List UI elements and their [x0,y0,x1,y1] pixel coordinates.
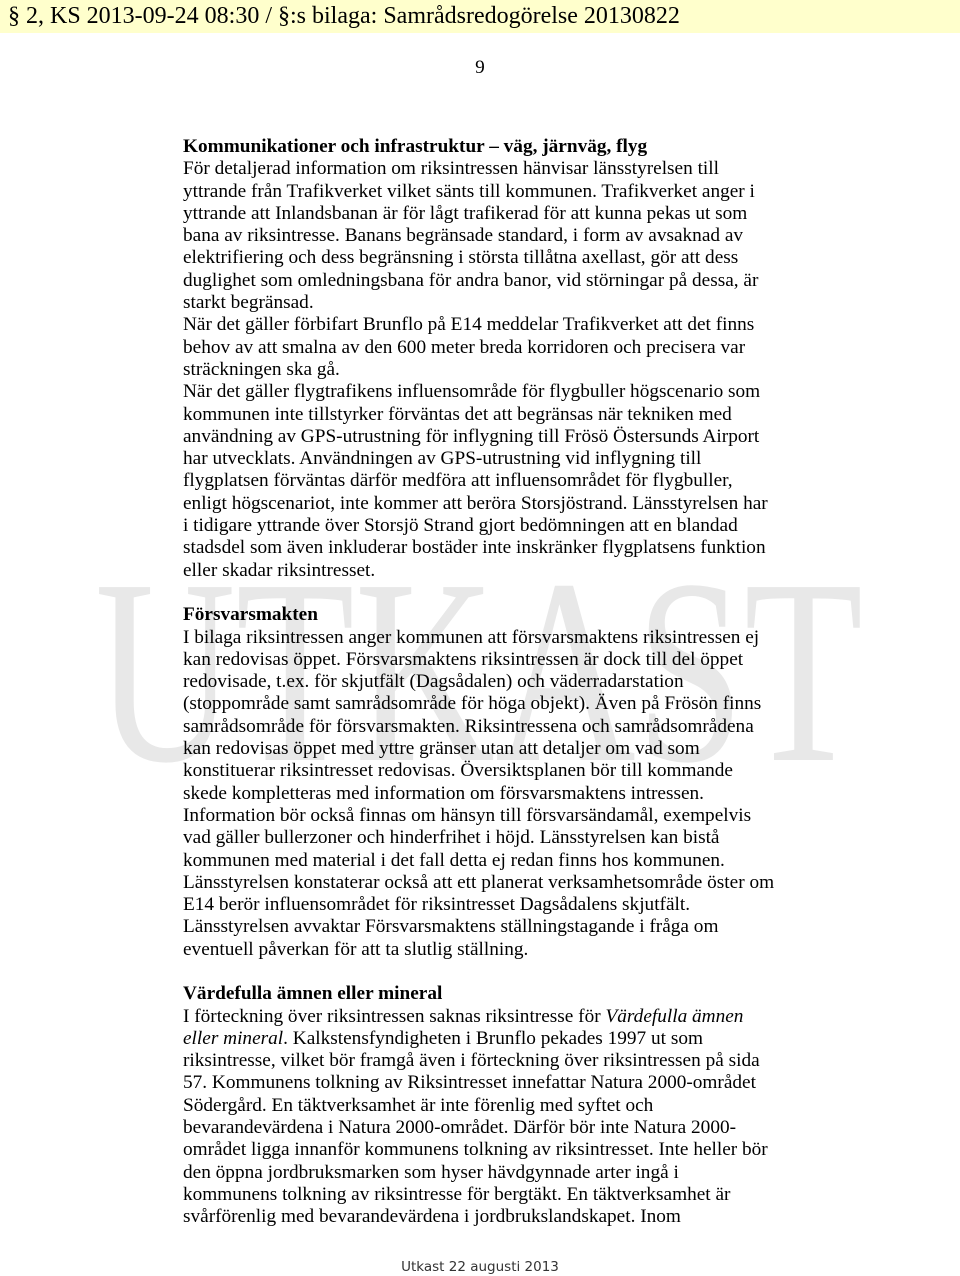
section-communications [183,136,823,582]
header-banner-text: § 2, KS 2013-09-24 08:30 / §:s bilaga: Samrådsredogörelse 20130822 [8,3,680,29]
text-line: När det gäller förbifart Brunflo på E14 meddelar Trafikverket att det finns [183,314,755,336]
text-line: kommunens tolkning av riksintresse för bergtäkt. En täktverksamhet är [183,1183,731,1205]
footer-draft-date: Utkast 22 augusti 2013 [401,1259,559,1275]
text-line: eventuell påverkan för att ta slutlig ställning. [183,938,529,960]
text-line: redovisade, t.ex. för skjutfält (Dagsådalen) och väderradarstation [183,671,684,693]
text-line [183,1028,823,1050]
header-banner [0,0,960,33]
text-line: Länsstyrelsen konstaterar också att ett planerat verksamhetsområde öster om [183,871,775,893]
section-defence [183,604,823,961]
text-line: svårförenlig med bevarandevärdena i jordbrukslandskapet. Inom [183,1206,681,1228]
text-line: starkt begränsad. [183,292,314,314]
text-line: bevarandevärdena i Natura 2000-området. Därför bör inte Natura 2000- [183,1117,737,1139]
text-line: sträckningen ska gå. [183,358,340,380]
section-heading: Värdefulla ämnen eller mineral [183,983,443,1005]
text-line: duglighet som omledningsbana för andra banor, vid störningar på dessa, är [183,269,759,291]
text-line: Länsstyrelsen avvaktar Försvarsmaktens ställningstagande i fråga om [183,916,719,938]
text-line: kommunen inte tillstyrker förväntas det att begränsas när tekniken med [183,403,732,425]
text-line: När det gäller flygtrafikens influensområde för flygbuller högscenario som [183,381,761,403]
italic-text: eller mineral [183,1027,284,1049]
text-line: 57. Kommunens tolkning av Riksintresset innefattar Natura 2000-området [183,1072,756,1094]
text-line: samrådsområde för försvarsmakten. Riksintressena och samrådsområdena [183,715,754,737]
text-line: riksintresse, vilket bör framgå även i förteckning över riksintressen på sida [183,1050,760,1072]
text-line: skede kompletteras med information om försvarsmaktens intressen. [183,782,704,804]
italic-text: Värdefulla ämnen [605,1005,744,1027]
text-line: yttrande från Trafikverket vilket sänts till kommunen. Trafikverket anger i [183,180,755,202]
document-body [183,136,823,1229]
text-line: E14 berör influensområdet för riksintresset Dagsådalens skjutfält. [183,894,691,916]
text-line: den öppna jordbruksmarken som hyser hävdgynnade arter ingå i [183,1161,679,1183]
text-line: området ligga innanför kommunens tolkning av riksintresset. Inte heller bör [183,1139,768,1161]
text-line: kan redovisas öppet. Försvarsmaktens riksintressen är dock till del öppet [183,648,744,670]
text-line: Södergård. En täktverksamhet är inte förenlig med syftet och [183,1094,654,1116]
page-number: 9 [475,57,485,78]
text-segment: I förteckning över riksintressen saknas riksintresse för [183,1005,606,1027]
text-line: I bilaga riksintressen anger kommunen att försvarsmaktens riksintressen ej [183,626,760,648]
text-line: För detaljerad information om riksintressen hänvisar länsstyrelsen till [183,158,720,180]
text-line: eller skadar riksintresset. [183,559,376,581]
text-line: behov av att smalna av den 600 meter breda korridoren och precisera var [183,336,746,358]
section-heading: Kommunikationer och infrastruktur – väg, järnväg, flyg [183,136,648,157]
text-line: har utvecklats. Användningen av GPS-utrustning vid inflygning till [183,448,702,470]
text-line: i tidigare yttrande över Storsjö Strand gjort bedömningen att en blandad [183,515,738,537]
text-line: stadsdel som även inkluderar bostäder inte inskränker flygplatsens funktion [183,537,766,559]
watermark-text: UTKAST [95,526,863,818]
text-line: elektrifiering och dess begränsning i största tillåtna axellast, gör att dess [183,247,739,269]
section-heading: Försvarsmakten [183,604,318,626]
text-line: konstituerar riksintresset redovisas. Översiktsplanen bör till kommande [183,760,733,782]
section-minerals [183,983,823,1228]
text-line: användning av GPS-utrustning för inflygning till Frösö Östersunds Airport [183,425,760,447]
text-segment: . Kalkstensfyndigheten i Brunflo pekades 1997 ut som [283,1027,703,1049]
text-line: enligt högscenariot, inte kommer att beröra Storsjöstrand. Länsstyrelsen har [183,492,768,514]
text-line: Information bör också finnas om hänsyn till försvarsändamål, exempelvis [183,804,752,826]
text-line: vad gäller bullerzoner och hinderfrihet i höjd. Länsstyrelsen kan bistå [183,827,720,849]
text-line: flygplatsen förväntas därför medföra att influensområdet för flygbuller, [183,470,733,492]
text-line: yttrande att Inlandsbanan är för lågt trafikerad för att kunna pekas ut som [183,202,748,224]
text-line: kommunen med material i det fall detta ej redan finns hos kommunen. [183,849,725,871]
text-line: (stoppområde samt samrådsområde för höga objekt). Även på Frösön finns [183,693,762,715]
text-line: kan redovisas öppet med yttre gränser utan att detaljer om vad som [183,738,700,760]
text-line [183,1006,823,1028]
text-line: bana av riksintresse. Banans begränsade standard, i form av avsaknad av [183,225,744,247]
